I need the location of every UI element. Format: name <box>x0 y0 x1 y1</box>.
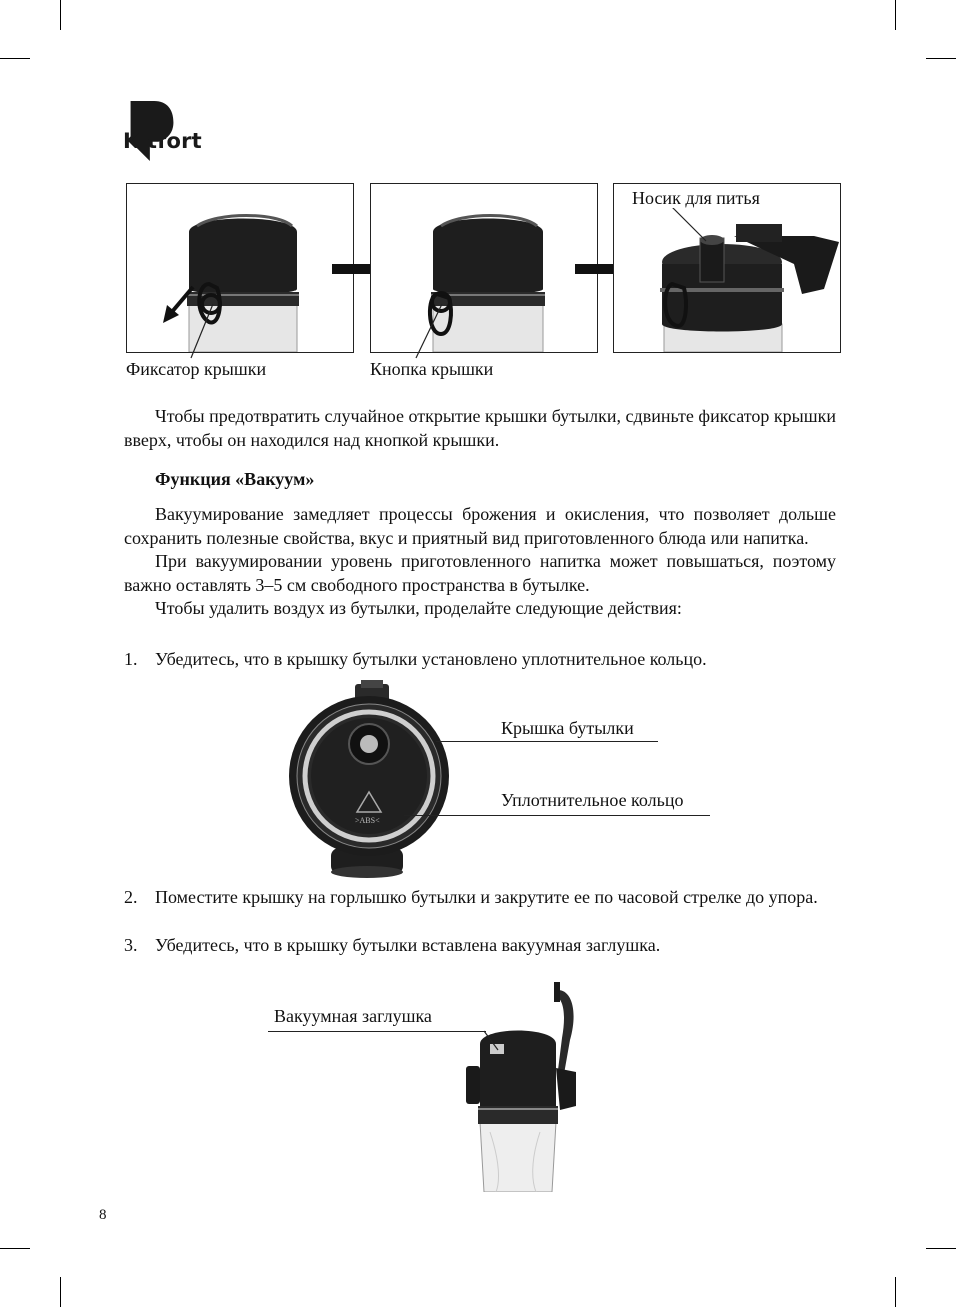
caption-lid-button: Кнопка крышки <box>370 359 494 379</box>
photo-lid-button <box>370 183 598 353</box>
paragraph-text: Чтобы предотвратить случайное открытие крышки бутылки, сдвиньте фиксатор крышки вверх, чтобы он находился над кнопкой крышки. <box>124 406 836 450</box>
label-bottle-lid: Крышка бутылки <box>501 718 634 738</box>
crop-mark <box>926 1248 956 1249</box>
paragraph-text: Вакуумирование замедляет процессы брожения и окисления, что позволяет дольше сохранить полезные свойства, вкус и приятный вид приготовленного блюда или напитка. <box>124 504 836 548</box>
recycle-mark: >ABS< <box>355 816 380 825</box>
crop-mark <box>926 58 956 59</box>
crop-mark <box>895 1277 896 1307</box>
button-leader-line <box>412 302 452 362</box>
crop-mark <box>0 1248 30 1249</box>
spout-leader-line <box>666 203 716 243</box>
step-text: Поместите крышку на горлышко бутылки и закрутите ее по часовой стрелке до упора. <box>155 887 818 907</box>
photo-drinking-spout <box>613 183 841 353</box>
label-sealing-ring: Уплотнительное кольцо <box>501 790 684 810</box>
crop-mark <box>895 0 896 30</box>
paragraph-text: При вакуумировании уровень приготовленного напитка может повышаться, поэтому важно оставлять 3–5 см свободного пространства в бутылке. <box>124 551 836 595</box>
crop-mark <box>0 58 30 59</box>
photo-lock-slide <box>126 183 354 353</box>
step-item <box>124 648 836 672</box>
leader-bottle-lid <box>436 741 658 742</box>
photo-lid-seal-ring <box>287 680 457 880</box>
lock-leader-line <box>187 302 217 362</box>
paragraph-lock-instruction <box>124 405 836 452</box>
caption-drinking-spout: Носик для питья <box>632 188 760 208</box>
crop-mark <box>60 0 61 30</box>
label-vacuum-plug: Вакуумная заглушка <box>274 1006 432 1026</box>
leader-vacuum-plug <box>484 1030 514 1060</box>
step-item <box>124 934 836 958</box>
step-text: Убедитесь, что в крышку бутылки вставлена вакуумная заглушка. <box>155 935 661 955</box>
step-number: 1. <box>124 649 138 669</box>
step-item <box>124 886 836 910</box>
step-number: 3. <box>124 935 138 955</box>
step-text: Убедитесь, что в крышку бутылки установлено уплотнительное кольцо. <box>155 649 707 669</box>
section-heading-vacuum: Функция «Вакуум» <box>155 469 315 489</box>
paragraph-vacuum-intro <box>124 503 836 621</box>
page-number: 8 <box>99 1207 107 1223</box>
crop-mark <box>60 1277 61 1307</box>
caption-lid-lock: Фиксатор крышки <box>126 359 267 379</box>
brand-name: Kitfort <box>123 129 202 153</box>
leader-vacuum-plug-h <box>268 1031 486 1032</box>
photo-vacuum-plug <box>460 982 600 1192</box>
paragraph-text: Чтобы удалить воздух из бутылки, проделайте следующие действия: <box>155 598 682 618</box>
step-number: 2. <box>124 887 138 907</box>
leader-sealing-ring <box>404 815 710 816</box>
